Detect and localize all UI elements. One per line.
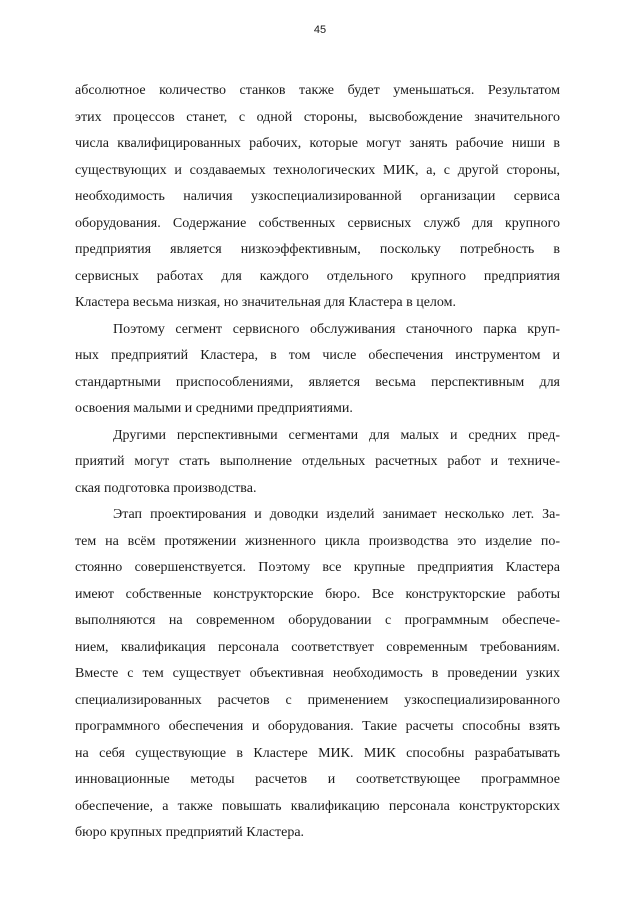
text-line: оборудования. Содержание собственных сервисных служб для крупного bbox=[75, 215, 560, 231]
text-line: предприятия является низкоэффективным, поскольку потребность в bbox=[75, 242, 560, 257]
text-line: Вместе с тем существует объективная необходимость в проведении узких bbox=[75, 666, 560, 681]
text-line: этих процессов станет, с одной стороны, высвобождение значительного bbox=[75, 109, 560, 125]
text-line: абсолютное количество станков также будет уменьшаться. Результатом bbox=[75, 83, 560, 98]
text-line: существующих и создаваемых технологических МИК, а, с другой стороны, bbox=[75, 162, 560, 178]
text-line: имеют собственные конструкторские бюро. Все конструкторские работы bbox=[75, 586, 560, 602]
page-number: 45 bbox=[313, 24, 327, 36]
text-line: обеспечение, а также повышать квалификацию персонала конструкторских bbox=[75, 798, 560, 814]
text-line: Другими перспективными сегментами для малых и средних пред- bbox=[113, 427, 560, 443]
text-line: стоянно совершенствуется. Поэтому все крупные предприятия Кластера bbox=[75, 560, 560, 575]
text-line: необходимость наличия узкоспециализированной организации сервиса bbox=[75, 189, 560, 204]
text-line: тем на всём протяжении жизненного цикла производства это изделие по- bbox=[75, 533, 560, 549]
text-line: освоения малыми и средними предприятиями. bbox=[75, 401, 353, 416]
paragraph bbox=[75, 78, 560, 317]
document-body bbox=[75, 78, 560, 847]
text-line: выполняются на современном оборудовании с программным обеспече- bbox=[75, 613, 560, 628]
paragraph bbox=[75, 502, 560, 847]
text-line: Кластера весьма низкая, но значительная для Кластера в целом. bbox=[75, 295, 457, 310]
text-line: нием, квалификация персонала соответствует современным требованиям. bbox=[75, 639, 560, 655]
text-line: ская подготовка производства. bbox=[75, 480, 257, 496]
text-line: приятий могут стать выполнение отдельных расчетных работ и техниче- bbox=[75, 454, 560, 469]
text-line: Этап проектирования и доводки изделий занимает несколько лет. За- bbox=[113, 507, 560, 522]
text-line: бюро крупных предприятий Кластера. bbox=[75, 825, 305, 840]
text-line: стандартными приспособлениями, является весьма перспективным для bbox=[75, 374, 560, 390]
text-line: инновационные методы расчетов и соответствующее программное bbox=[75, 772, 560, 787]
text-line: на себя существующие в Кластере МИК. МИК способны разрабатывать bbox=[75, 745, 560, 761]
text-line: специализированных расчетов с применением узкоспециализированного bbox=[75, 692, 560, 708]
paragraph bbox=[75, 423, 560, 503]
text-line: ных предприятий Кластера, в том числе обеспечения инструментом и bbox=[75, 348, 560, 363]
text-line: числа квалифицированных рабочих, которые могут занять рабочие ниши в bbox=[75, 136, 560, 151]
text-line: Поэтому сегмент сервисного обслуживания станочного парка круп- bbox=[113, 321, 560, 337]
paragraph bbox=[75, 317, 560, 423]
text-line: сервисных работах для каждого отдельного крупного предприятия bbox=[75, 268, 560, 284]
text-line: программного обеспечения и оборудования. Такие расчеты способны взять bbox=[75, 719, 560, 734]
